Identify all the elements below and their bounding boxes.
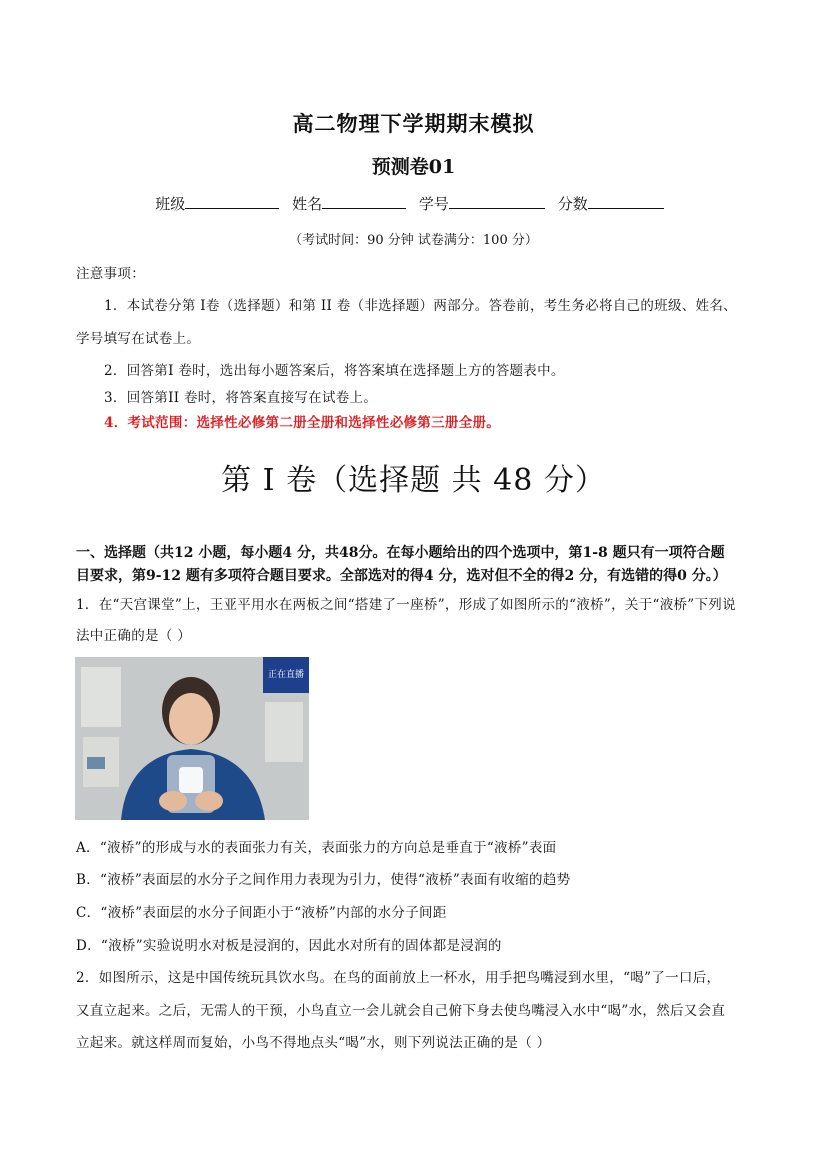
q2-stem-a: 2．如图所示，这是中国传统玩具饮水鸟。在鸟的面前放上一杯水，用手把鸟嘴浸到水里，“喝”了一口后， [76, 970, 721, 986]
student-id-blank[interactable] [449, 194, 545, 209]
notice-heading: 注意事项： [76, 266, 145, 282]
q1-stem-a: 1．在“天宫课堂”上，王亚平用水在两板之间“搭建了一座桥”，形成了如图所示的“液桥”，关于“液桥”下列说 [76, 597, 736, 613]
score-blank[interactable] [588, 194, 664, 209]
section-title: 第 I 卷（选择题 共 48 分） [221, 463, 606, 498]
notice-item-3: 3．回答第II 卷时，将答案直接写在试卷上。 [104, 390, 378, 406]
student-id-label: 学号 [418, 195, 449, 213]
part1-heading-b: 目要求，第9-12 题有多项符合题目要求。全部选对的得4 分，选对但不全的得2 分，有选错的得0 分。） [76, 568, 727, 584]
q1-option-d: D．“液桥”实验说明水对板是浸润的，因此水对所有的固体都是浸润的 [76, 938, 502, 954]
notice-item-1a: 1．本试卷分第 I卷（选择题）和第 II 卷（非选择题）两部分。答卷前，考生务必将自己的班级、姓名、 [104, 298, 737, 314]
q1-option-c: C．“液桥”表面层的水分子间距小于“液桥”内部的水分子间距 [76, 905, 447, 921]
student-info-fields [0, 193, 827, 214]
q1-liquid-bridge-photo [75, 657, 309, 820]
name-label: 姓名 [292, 195, 323, 213]
class-label: 班级 [155, 195, 186, 213]
q1-stem-b: 法中正确的是（ ） [76, 628, 191, 644]
class-blank[interactable] [185, 194, 279, 209]
page-subtitle: 预测卷01 [371, 156, 456, 178]
notice-item-4: 4．考试范围：选择性必修第二册全册和选择性必修第三册全册。 [104, 415, 501, 431]
q1-option-b: B．“液桥”表面层的水分子之间作用力表现为引力，使得“液桥”表面有收缩的趋势 [76, 872, 571, 888]
notice-item-2: 2．回答第I 卷时，选出每小题答案后，将答案填在选择题上方的答题表中。 [104, 363, 565, 379]
q2-stem-c: 立起来。就这样周而复始，小鸟不得地点头“喝”水，则下列说法正确的是（ ） [76, 1035, 551, 1051]
live-badge: 正在直播 [263, 657, 309, 693]
exam-info: （考试时间：90 分钟 试卷满分：100 分） [289, 233, 538, 248]
name-blank[interactable] [322, 194, 406, 209]
part1-heading-a: 一、选择题（共12 小题，每小题4 分，共48分。在每小题给出的四个选项中，第1-8 题只有一项符合题 [76, 545, 725, 561]
page-title: 高二物理下学期期末模拟 [292, 111, 535, 136]
q2-stem-b: 又直立起来。之后，无需人的干预，小鸟直立一会儿就会自己俯下身去使鸟嘴浸入水中“喝”水，然后又会直 [76, 1003, 726, 1019]
score-label: 分数 [557, 195, 588, 213]
notice-item-1b: 学号填写在试卷上。 [76, 331, 201, 347]
q1-option-a: A．“液桥”的形成与水的表面张力有关，表面张力的方向总是垂直于“液桥”表面 [76, 840, 557, 856]
